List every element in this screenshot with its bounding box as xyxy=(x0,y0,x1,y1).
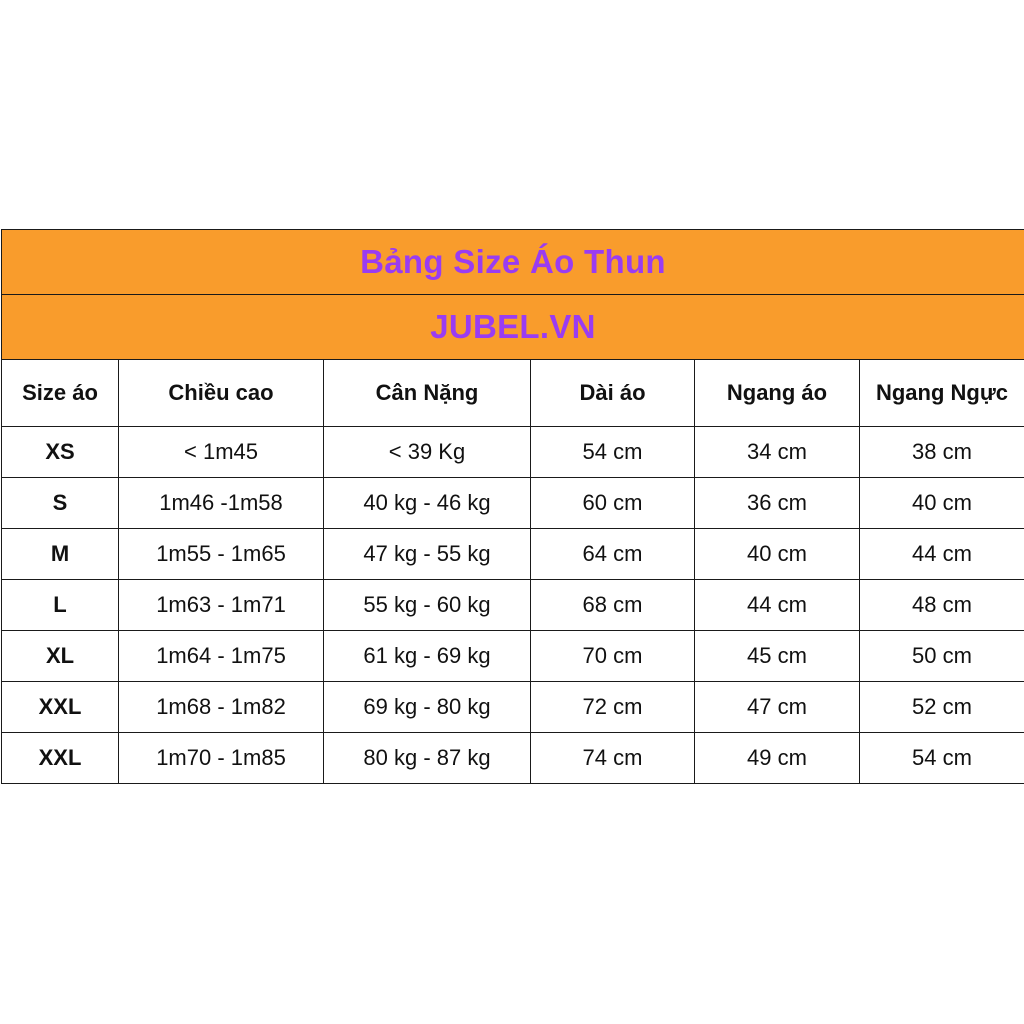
table-row xyxy=(2,478,1024,529)
height-range: 1m70 - 1m85 xyxy=(119,733,324,784)
table-row xyxy=(2,580,1024,631)
size-label: M xyxy=(2,529,119,580)
weight-range: 69 kg - 80 kg xyxy=(324,682,531,733)
shirt-width: 45 cm xyxy=(695,631,860,682)
title-row xyxy=(2,230,1024,295)
shirt-width: 44 cm xyxy=(695,580,860,631)
height-range: 1m64 - 1m75 xyxy=(119,631,324,682)
weight-range: 61 kg - 69 kg xyxy=(324,631,531,682)
chart-title: Bảng Size Áo Thun xyxy=(2,230,1024,295)
header-length: Dài áo xyxy=(531,360,695,427)
shirt-length: 64 cm xyxy=(531,529,695,580)
shirt-length: 68 cm xyxy=(531,580,695,631)
size-label: XS xyxy=(2,427,119,478)
size-label: XXL xyxy=(2,733,119,784)
size-label: XL xyxy=(2,631,119,682)
table-row xyxy=(2,733,1024,784)
brand-row xyxy=(2,295,1024,360)
weight-range: 47 kg - 55 kg xyxy=(324,529,531,580)
table-row xyxy=(2,529,1024,580)
header-height: Chiều cao xyxy=(119,360,324,427)
shirt-width: 49 cm xyxy=(695,733,860,784)
weight-range: 55 kg - 60 kg xyxy=(324,580,531,631)
height-range: < 1m45 xyxy=(119,427,324,478)
height-range: 1m55 - 1m65 xyxy=(119,529,324,580)
shirt-width: 40 cm xyxy=(695,529,860,580)
header-size: Size áo xyxy=(2,360,119,427)
header-width: Ngang áo xyxy=(695,360,860,427)
brand-name: JUBEL.VN xyxy=(2,295,1024,360)
header-row xyxy=(2,360,1024,427)
weight-range: < 39 Kg xyxy=(324,427,531,478)
size-label: L xyxy=(2,580,119,631)
chest-width: 50 cm xyxy=(860,631,1024,682)
shirt-width: 34 cm xyxy=(695,427,860,478)
shirt-width: 36 cm xyxy=(695,478,860,529)
table-row xyxy=(2,631,1024,682)
weight-range: 80 kg - 87 kg xyxy=(324,733,531,784)
shirt-length: 74 cm xyxy=(531,733,695,784)
chest-width: 52 cm xyxy=(860,682,1024,733)
shirt-length: 72 cm xyxy=(531,682,695,733)
height-range: 1m63 - 1m71 xyxy=(119,580,324,631)
height-range: 1m68 - 1m82 xyxy=(119,682,324,733)
size-label: XXL xyxy=(2,682,119,733)
header-weight: Cân Nặng xyxy=(324,360,531,427)
chest-width: 44 cm xyxy=(860,529,1024,580)
shirt-length: 60 cm xyxy=(531,478,695,529)
header-chest: Ngang Ngực xyxy=(860,360,1024,427)
shirt-length: 54 cm xyxy=(531,427,695,478)
shirt-width: 47 cm xyxy=(695,682,860,733)
table-row xyxy=(2,682,1024,733)
weight-range: 40 kg - 46 kg xyxy=(324,478,531,529)
chest-width: 40 cm xyxy=(860,478,1024,529)
height-range: 1m46 -1m58 xyxy=(119,478,324,529)
chest-width: 48 cm xyxy=(860,580,1024,631)
table-row xyxy=(2,427,1024,478)
chest-width: 38 cm xyxy=(860,427,1024,478)
size-chart-table xyxy=(1,229,1024,784)
chest-width: 54 cm xyxy=(860,733,1024,784)
shirt-length: 70 cm xyxy=(531,631,695,682)
size-label: S xyxy=(2,478,119,529)
